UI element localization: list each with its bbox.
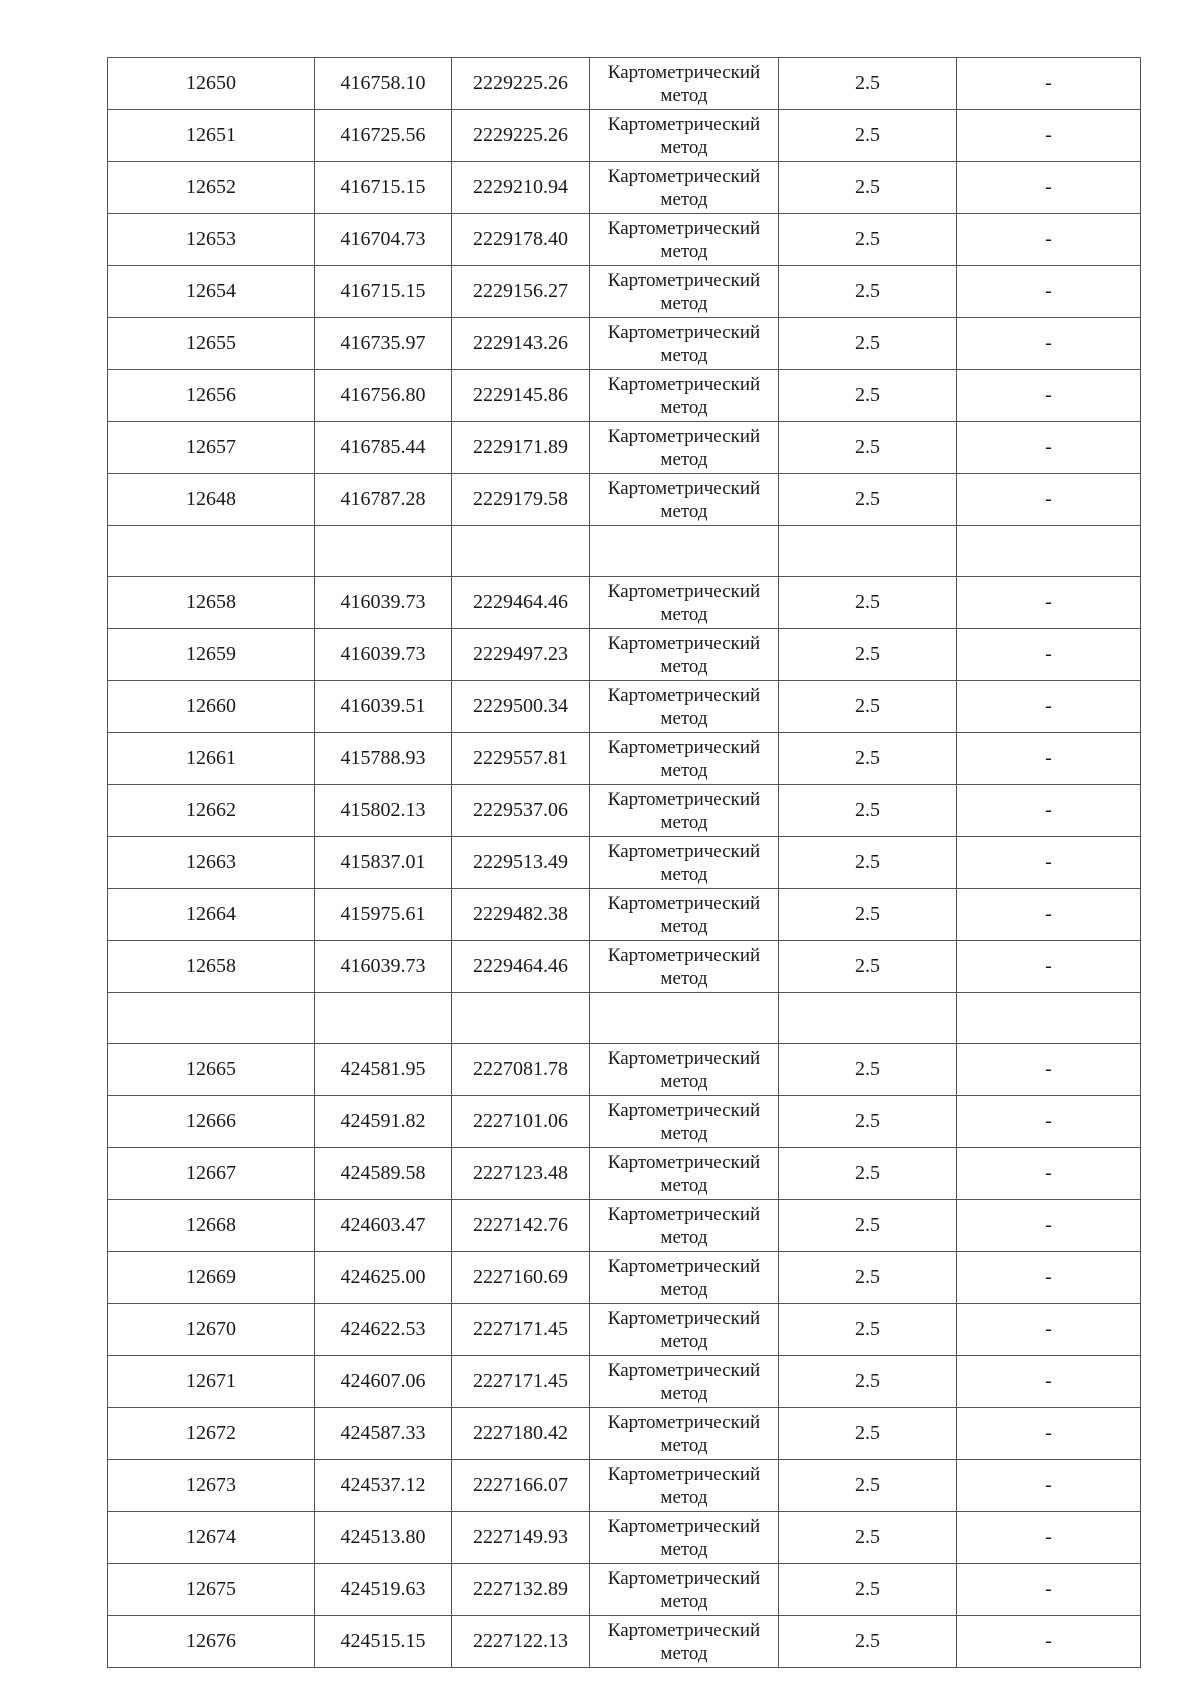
accuracy-cell: 2.5 bbox=[779, 941, 957, 993]
note-cell: - bbox=[957, 1408, 1141, 1460]
table-row bbox=[108, 266, 1141, 318]
x-coordinate-cell: 416715.15 bbox=[315, 162, 452, 214]
y-coordinate-cell: 2227171.45 bbox=[452, 1304, 590, 1356]
accuracy-cell: 2.5 bbox=[779, 681, 957, 733]
method-cell bbox=[590, 58, 779, 110]
x-coordinate-cell: 416756.80 bbox=[315, 370, 452, 422]
point-number-cell: 12670 bbox=[108, 1304, 315, 1356]
method-line-1: Картометрический bbox=[607, 114, 761, 135]
accuracy-cell: 2.5 bbox=[779, 1252, 957, 1304]
point-number-cell: 12655 bbox=[108, 318, 315, 370]
y-coordinate-cell: 2229143.26 bbox=[452, 318, 590, 370]
empty-cell bbox=[108, 526, 315, 577]
method-line-1: Картометрический bbox=[607, 737, 761, 758]
y-coordinate-cell: 2227180.42 bbox=[452, 1408, 590, 1460]
point-number-cell: 12654 bbox=[108, 266, 315, 318]
x-coordinate-cell: 416758.10 bbox=[315, 58, 452, 110]
x-coordinate-cell: 424513.80 bbox=[315, 1512, 452, 1564]
method-line-1: Картометрический bbox=[607, 633, 761, 654]
empty-cell bbox=[452, 526, 590, 577]
method-line-1: Картометрический bbox=[607, 62, 761, 83]
x-coordinate-cell: 416039.73 bbox=[315, 941, 452, 993]
empty-cell bbox=[590, 526, 779, 577]
method-line-2: метод bbox=[660, 137, 708, 158]
note-cell: - bbox=[957, 889, 1141, 941]
table-row bbox=[108, 1252, 1141, 1304]
accuracy-cell: 2.5 bbox=[779, 1564, 957, 1616]
method-line-1: Картометрический bbox=[607, 789, 761, 810]
point-number-cell: 12659 bbox=[108, 629, 315, 681]
y-coordinate-cell: 2227101.06 bbox=[452, 1096, 590, 1148]
table-body bbox=[108, 58, 1141, 1668]
coordinates-table bbox=[107, 57, 1141, 1668]
method-cell bbox=[590, 1200, 779, 1252]
accuracy-cell: 2.5 bbox=[779, 1304, 957, 1356]
method-cell bbox=[590, 1304, 779, 1356]
point-number-cell: 12665 bbox=[108, 1044, 315, 1096]
y-coordinate-cell: 2229171.89 bbox=[452, 422, 590, 474]
table-row bbox=[108, 629, 1141, 681]
note-cell: - bbox=[957, 1044, 1141, 1096]
method-line-1: Картометрический bbox=[607, 1360, 761, 1381]
method-line-2: метод bbox=[660, 1591, 708, 1612]
method-line-2: метод bbox=[660, 1071, 708, 1092]
method-line-2: метод bbox=[660, 1383, 708, 1404]
note-cell: - bbox=[957, 110, 1141, 162]
point-number-cell: 12672 bbox=[108, 1408, 315, 1460]
point-number-cell: 12671 bbox=[108, 1356, 315, 1408]
note-cell: - bbox=[957, 266, 1141, 318]
method-cell bbox=[590, 733, 779, 785]
table-row bbox=[108, 1304, 1141, 1356]
note-cell: - bbox=[957, 1148, 1141, 1200]
point-number-cell: 12674 bbox=[108, 1512, 315, 1564]
table-row bbox=[108, 422, 1141, 474]
accuracy-cell: 2.5 bbox=[779, 1408, 957, 1460]
note-cell: - bbox=[957, 1200, 1141, 1252]
method-line-1: Картометрический bbox=[607, 1204, 761, 1225]
method-line-2: метод bbox=[660, 1123, 708, 1144]
method-cell bbox=[590, 941, 779, 993]
table-row bbox=[108, 110, 1141, 162]
x-coordinate-cell: 424622.53 bbox=[315, 1304, 452, 1356]
table-row bbox=[108, 474, 1141, 526]
accuracy-cell: 2.5 bbox=[779, 889, 957, 941]
table-row bbox=[108, 1512, 1141, 1564]
method-cell bbox=[590, 474, 779, 526]
accuracy-cell: 2.5 bbox=[779, 422, 957, 474]
empty-cell bbox=[957, 526, 1141, 577]
empty-cell bbox=[452, 993, 590, 1044]
method-cell bbox=[590, 1460, 779, 1512]
method-line-1: Картометрический bbox=[607, 945, 761, 966]
table-row bbox=[108, 162, 1141, 214]
method-line-2: метод bbox=[660, 241, 708, 262]
y-coordinate-cell: 2227171.45 bbox=[452, 1356, 590, 1408]
x-coordinate-cell: 424603.47 bbox=[315, 1200, 452, 1252]
note-cell: - bbox=[957, 1616, 1141, 1668]
method-line-1: Картометрический bbox=[607, 1464, 761, 1485]
method-line-2: метод bbox=[660, 1643, 708, 1664]
point-number-cell: 12656 bbox=[108, 370, 315, 422]
x-coordinate-cell: 416735.97 bbox=[315, 318, 452, 370]
method-line-2: метод bbox=[660, 1227, 708, 1248]
table-row bbox=[108, 370, 1141, 422]
point-number-cell: 12667 bbox=[108, 1148, 315, 1200]
method-line-1: Картометрический bbox=[607, 374, 761, 395]
y-coordinate-cell: 2229500.34 bbox=[452, 681, 590, 733]
method-line-2: метод bbox=[660, 1435, 708, 1456]
empty-cell bbox=[108, 993, 315, 1044]
point-number-cell: 12675 bbox=[108, 1564, 315, 1616]
x-coordinate-cell: 416785.44 bbox=[315, 422, 452, 474]
accuracy-cell: 2.5 bbox=[779, 1096, 957, 1148]
table-row bbox=[108, 941, 1141, 993]
method-line-2: метод bbox=[660, 189, 708, 210]
empty-cell bbox=[590, 993, 779, 1044]
x-coordinate-cell: 416704.73 bbox=[315, 214, 452, 266]
point-number-cell: 12651 bbox=[108, 110, 315, 162]
x-coordinate-cell: 424537.12 bbox=[315, 1460, 452, 1512]
note-cell: - bbox=[957, 370, 1141, 422]
note-cell: - bbox=[957, 1304, 1141, 1356]
table-row bbox=[108, 681, 1141, 733]
method-line-2: метод bbox=[660, 604, 708, 625]
point-number-cell: 12652 bbox=[108, 162, 315, 214]
note-cell: - bbox=[957, 422, 1141, 474]
method-line-2: метод bbox=[660, 968, 708, 989]
accuracy-cell: 2.5 bbox=[779, 577, 957, 629]
note-cell: - bbox=[957, 1096, 1141, 1148]
method-line-1: Картометрический bbox=[607, 1048, 761, 1069]
y-coordinate-cell: 2229537.06 bbox=[452, 785, 590, 837]
accuracy-cell: 2.5 bbox=[779, 214, 957, 266]
method-line-1: Картометрический bbox=[607, 426, 761, 447]
note-cell: - bbox=[957, 1512, 1141, 1564]
note-cell: - bbox=[957, 474, 1141, 526]
y-coordinate-cell: 2229145.86 bbox=[452, 370, 590, 422]
method-line-1: Картометрический bbox=[607, 270, 761, 291]
method-cell bbox=[590, 1616, 779, 1668]
point-number-cell: 12673 bbox=[108, 1460, 315, 1512]
table-row bbox=[108, 1564, 1141, 1616]
method-line-2: метод bbox=[660, 916, 708, 937]
point-number-cell: 12664 bbox=[108, 889, 315, 941]
method-line-2: метод bbox=[660, 85, 708, 106]
y-coordinate-cell: 2227160.69 bbox=[452, 1252, 590, 1304]
note-cell: - bbox=[957, 1252, 1141, 1304]
y-coordinate-cell: 2229225.26 bbox=[452, 110, 590, 162]
method-line-2: метод bbox=[660, 864, 708, 885]
y-coordinate-cell: 2229464.46 bbox=[452, 941, 590, 993]
x-coordinate-cell: 424625.00 bbox=[315, 1252, 452, 1304]
accuracy-cell: 2.5 bbox=[779, 629, 957, 681]
method-line-2: метод bbox=[660, 760, 708, 781]
point-number-cell: 12676 bbox=[108, 1616, 315, 1668]
note-cell: - bbox=[957, 577, 1141, 629]
point-number-cell: 12648 bbox=[108, 474, 315, 526]
note-cell: - bbox=[957, 58, 1141, 110]
accuracy-cell: 2.5 bbox=[779, 1616, 957, 1668]
method-cell bbox=[590, 1252, 779, 1304]
note-cell: - bbox=[957, 681, 1141, 733]
method-cell bbox=[590, 837, 779, 889]
x-coordinate-cell: 415802.13 bbox=[315, 785, 452, 837]
x-coordinate-cell: 424515.15 bbox=[315, 1616, 452, 1668]
note-cell: - bbox=[957, 214, 1141, 266]
accuracy-cell: 2.5 bbox=[779, 1148, 957, 1200]
accuracy-cell: 2.5 bbox=[779, 1460, 957, 1512]
method-cell bbox=[590, 266, 779, 318]
x-coordinate-cell: 416039.51 bbox=[315, 681, 452, 733]
empty-cell bbox=[315, 526, 452, 577]
note-cell: - bbox=[957, 1564, 1141, 1616]
x-coordinate-cell: 416725.56 bbox=[315, 110, 452, 162]
y-coordinate-cell: 2227166.07 bbox=[452, 1460, 590, 1512]
y-coordinate-cell: 2229179.58 bbox=[452, 474, 590, 526]
method-cell bbox=[590, 1044, 779, 1096]
y-coordinate-cell: 2227122.13 bbox=[452, 1616, 590, 1668]
table-row bbox=[108, 1356, 1141, 1408]
point-number-cell: 12653 bbox=[108, 214, 315, 266]
y-coordinate-cell: 2229210.94 bbox=[452, 162, 590, 214]
method-cell bbox=[590, 681, 779, 733]
method-cell bbox=[590, 889, 779, 941]
method-cell bbox=[590, 1564, 779, 1616]
y-coordinate-cell: 2229513.49 bbox=[452, 837, 590, 889]
empty-cell bbox=[957, 993, 1141, 1044]
method-line-1: Картометрический bbox=[607, 166, 761, 187]
point-number-cell: 12663 bbox=[108, 837, 315, 889]
note-cell: - bbox=[957, 837, 1141, 889]
empty-cell bbox=[779, 526, 957, 577]
accuracy-cell: 2.5 bbox=[779, 733, 957, 785]
method-line-1: Картометрический bbox=[607, 1516, 761, 1537]
method-line-2: метод bbox=[660, 1279, 708, 1300]
method-line-1: Картометрический bbox=[607, 478, 761, 499]
method-line-1: Картометрический bbox=[607, 1152, 761, 1173]
point-number-cell: 12669 bbox=[108, 1252, 315, 1304]
empty-cell bbox=[779, 993, 957, 1044]
method-line-2: метод bbox=[660, 293, 708, 314]
table-row bbox=[108, 1616, 1141, 1668]
x-coordinate-cell: 416039.73 bbox=[315, 577, 452, 629]
empty-cell bbox=[315, 993, 452, 1044]
accuracy-cell: 2.5 bbox=[779, 266, 957, 318]
method-line-2: метод bbox=[660, 1331, 708, 1352]
table-row bbox=[108, 785, 1141, 837]
x-coordinate-cell: 424587.33 bbox=[315, 1408, 452, 1460]
y-coordinate-cell: 2227123.48 bbox=[452, 1148, 590, 1200]
method-cell bbox=[590, 1096, 779, 1148]
point-number-cell: 12658 bbox=[108, 941, 315, 993]
method-line-1: Картометрический bbox=[607, 1256, 761, 1277]
note-cell: - bbox=[957, 941, 1141, 993]
y-coordinate-cell: 2227081.78 bbox=[452, 1044, 590, 1096]
method-cell bbox=[590, 785, 779, 837]
method-cell bbox=[590, 370, 779, 422]
note-cell: - bbox=[957, 629, 1141, 681]
method-line-2: метод bbox=[660, 1487, 708, 1508]
accuracy-cell: 2.5 bbox=[779, 1356, 957, 1408]
method-line-2: метод bbox=[660, 1175, 708, 1196]
accuracy-cell: 2.5 bbox=[779, 1512, 957, 1564]
note-cell: - bbox=[957, 1460, 1141, 1512]
point-number-cell: 12660 bbox=[108, 681, 315, 733]
table-row bbox=[108, 1148, 1141, 1200]
x-coordinate-cell: 415837.01 bbox=[315, 837, 452, 889]
x-coordinate-cell: 415975.61 bbox=[315, 889, 452, 941]
table-row bbox=[108, 318, 1141, 370]
method-cell bbox=[590, 110, 779, 162]
method-cell bbox=[590, 1356, 779, 1408]
note-cell: - bbox=[957, 1356, 1141, 1408]
point-number-cell: 12658 bbox=[108, 577, 315, 629]
accuracy-cell: 2.5 bbox=[779, 318, 957, 370]
method-line-1: Картометрический bbox=[607, 1568, 761, 1589]
method-line-1: Картометрический bbox=[607, 322, 761, 343]
method-line-2: метод bbox=[660, 708, 708, 729]
method-cell bbox=[590, 162, 779, 214]
table-row bbox=[108, 1096, 1141, 1148]
separator-row bbox=[108, 993, 1141, 1044]
table-row bbox=[108, 214, 1141, 266]
table-row bbox=[108, 1408, 1141, 1460]
y-coordinate-cell: 2227149.93 bbox=[452, 1512, 590, 1564]
x-coordinate-cell: 416715.15 bbox=[315, 266, 452, 318]
x-coordinate-cell: 416039.73 bbox=[315, 629, 452, 681]
table-row bbox=[108, 58, 1141, 110]
separator-row bbox=[108, 526, 1141, 577]
accuracy-cell: 2.5 bbox=[779, 162, 957, 214]
method-line-1: Картометрический bbox=[607, 841, 761, 862]
x-coordinate-cell: 424519.63 bbox=[315, 1564, 452, 1616]
method-line-1: Картометрический bbox=[607, 1308, 761, 1329]
y-coordinate-cell: 2229557.81 bbox=[452, 733, 590, 785]
table-row bbox=[108, 1460, 1141, 1512]
table-row bbox=[108, 733, 1141, 785]
method-cell bbox=[590, 214, 779, 266]
point-number-cell: 12666 bbox=[108, 1096, 315, 1148]
accuracy-cell: 2.5 bbox=[779, 110, 957, 162]
method-line-2: метод bbox=[660, 345, 708, 366]
method-cell bbox=[590, 577, 779, 629]
point-number-cell: 12668 bbox=[108, 1200, 315, 1252]
accuracy-cell: 2.5 bbox=[779, 837, 957, 889]
method-cell bbox=[590, 1148, 779, 1200]
method-cell bbox=[590, 1408, 779, 1460]
note-cell: - bbox=[957, 733, 1141, 785]
accuracy-cell: 2.5 bbox=[779, 1044, 957, 1096]
x-coordinate-cell: 424589.58 bbox=[315, 1148, 452, 1200]
point-number-cell: 12657 bbox=[108, 422, 315, 474]
point-number-cell: 12661 bbox=[108, 733, 315, 785]
y-coordinate-cell: 2229156.27 bbox=[452, 266, 590, 318]
method-line-1: Картометрический bbox=[607, 1620, 761, 1641]
method-line-1: Картометрический bbox=[607, 1412, 761, 1433]
method-line-2: метод bbox=[660, 812, 708, 833]
note-cell: - bbox=[957, 162, 1141, 214]
method-line-2: метод bbox=[660, 1539, 708, 1560]
method-line-2: метод bbox=[660, 656, 708, 677]
table-row bbox=[108, 1200, 1141, 1252]
method-cell bbox=[590, 629, 779, 681]
note-cell: - bbox=[957, 785, 1141, 837]
method-line-1: Картометрический bbox=[607, 1100, 761, 1121]
y-coordinate-cell: 2229225.26 bbox=[452, 58, 590, 110]
x-coordinate-cell: 415788.93 bbox=[315, 733, 452, 785]
table-row bbox=[108, 1044, 1141, 1096]
method-line-2: метод bbox=[660, 397, 708, 418]
point-number-cell: 12662 bbox=[108, 785, 315, 837]
accuracy-cell: 2.5 bbox=[779, 474, 957, 526]
y-coordinate-cell: 2229497.23 bbox=[452, 629, 590, 681]
method-line-2: метод bbox=[660, 449, 708, 470]
method-line-1: Картометрический bbox=[607, 685, 761, 706]
y-coordinate-cell: 2229482.38 bbox=[452, 889, 590, 941]
table-row bbox=[108, 837, 1141, 889]
accuracy-cell: 2.5 bbox=[779, 785, 957, 837]
x-coordinate-cell: 416787.28 bbox=[315, 474, 452, 526]
method-cell bbox=[590, 1512, 779, 1564]
method-line-1: Картометрический bbox=[607, 581, 761, 602]
method-cell bbox=[590, 318, 779, 370]
x-coordinate-cell: 424581.95 bbox=[315, 1044, 452, 1096]
point-number-cell: 12650 bbox=[108, 58, 315, 110]
method-cell bbox=[590, 422, 779, 474]
method-line-1: Картометрический bbox=[607, 218, 761, 239]
accuracy-cell: 2.5 bbox=[779, 1200, 957, 1252]
accuracy-cell: 2.5 bbox=[779, 370, 957, 422]
method-line-1: Картометрический bbox=[607, 893, 761, 914]
y-coordinate-cell: 2227142.76 bbox=[452, 1200, 590, 1252]
accuracy-cell: 2.5 bbox=[779, 58, 957, 110]
y-coordinate-cell: 2227132.89 bbox=[452, 1564, 590, 1616]
table-row bbox=[108, 889, 1141, 941]
method-line-2: метод bbox=[660, 501, 708, 522]
y-coordinate-cell: 2229178.40 bbox=[452, 214, 590, 266]
x-coordinate-cell: 424607.06 bbox=[315, 1356, 452, 1408]
y-coordinate-cell: 2229464.46 bbox=[452, 577, 590, 629]
note-cell: - bbox=[957, 318, 1141, 370]
x-coordinate-cell: 424591.82 bbox=[315, 1096, 452, 1148]
table-row bbox=[108, 577, 1141, 629]
